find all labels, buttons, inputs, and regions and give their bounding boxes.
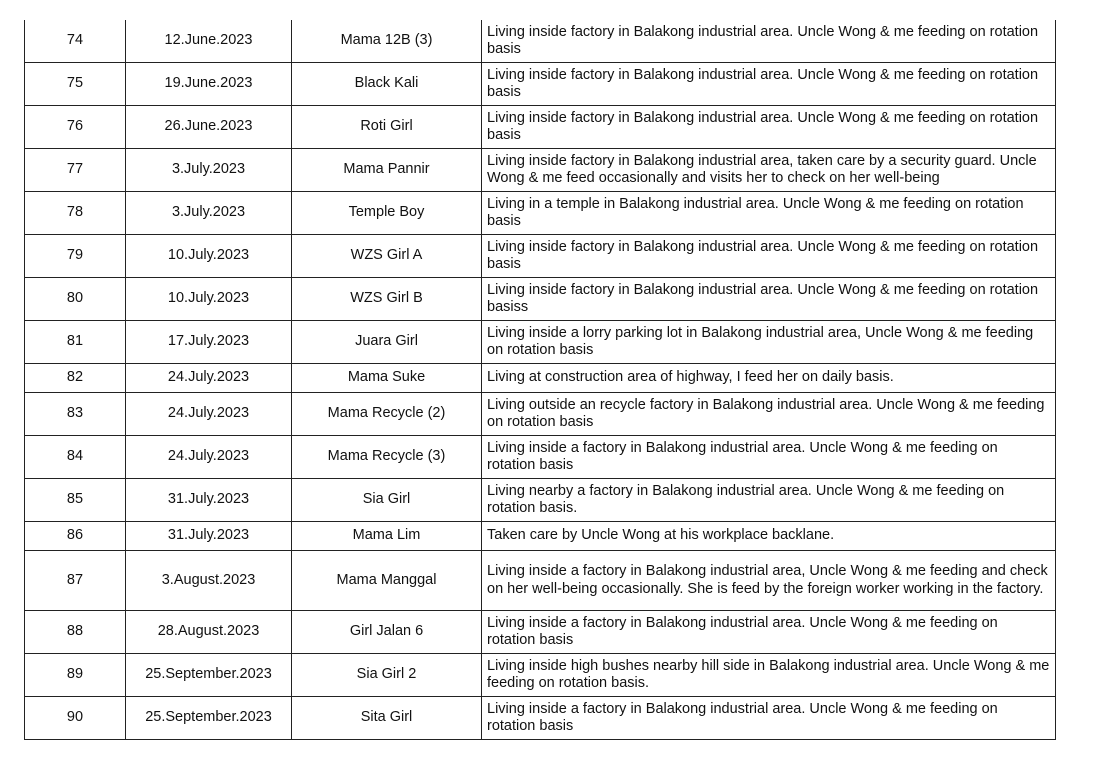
row-date: 3.July.2023 — [126, 149, 292, 192]
row-date: 24.July.2023 — [126, 436, 292, 479]
row-name: Sita Girl — [292, 697, 482, 740]
table-row — [25, 106, 1056, 149]
row-date: 19.June.2023 — [126, 63, 292, 106]
row-date: 31.July.2023 — [126, 479, 292, 522]
row-name: WZS Girl A — [292, 235, 482, 278]
row-number: 82 — [25, 364, 126, 393]
row-number: 76 — [25, 106, 126, 149]
table-row — [25, 20, 1056, 63]
table-row — [25, 697, 1056, 740]
row-number: 79 — [25, 235, 126, 278]
table-row — [25, 149, 1056, 192]
row-description: Living inside a lorry parking lot in Balakong industrial area, Uncle Wong & me feeding on rotation basis — [482, 321, 1056, 364]
row-description: Living outside an recycle factory in Balakong industrial area. Uncle Wong & me feeding on rotation basis — [482, 393, 1056, 436]
row-number: 75 — [25, 63, 126, 106]
row-description: Living inside factory in Balakong industrial area. Uncle Wong & me feeding on rotation basis — [482, 20, 1056, 63]
row-description: Living inside factory in Balakong industrial area. Uncle Wong & me feeding on rotation basiss — [482, 278, 1056, 321]
row-date: 31.July.2023 — [126, 522, 292, 551]
row-number: 87 — [25, 551, 126, 611]
row-name: Juara Girl — [292, 321, 482, 364]
row-number: 88 — [25, 611, 126, 654]
row-description: Living at construction area of highway, I feed her on daily basis. — [482, 364, 1056, 393]
row-description: Living inside factory in Balakong industrial area. Uncle Wong & me feeding on rotation basis — [482, 235, 1056, 278]
row-name: WZS Girl B — [292, 278, 482, 321]
table-row — [25, 364, 1056, 393]
row-number: 83 — [25, 393, 126, 436]
row-description: Living inside a factory in Balakong industrial area. Uncle Wong & me feeding on rotation basis — [482, 436, 1056, 479]
records-table — [24, 20, 1056, 740]
row-date: 12.June.2023 — [126, 20, 292, 63]
row-description: Living in a temple in Balakong industrial area. Uncle Wong & me feeding on rotation basis — [482, 192, 1056, 235]
table-row — [25, 321, 1056, 364]
row-date: 3.August.2023 — [126, 551, 292, 611]
row-name: Sia Girl 2 — [292, 654, 482, 697]
row-number: 81 — [25, 321, 126, 364]
row-number: 90 — [25, 697, 126, 740]
row-name: Mama Manggal — [292, 551, 482, 611]
row-name: Girl Jalan 6 — [292, 611, 482, 654]
table-row — [25, 278, 1056, 321]
row-date: 25.September.2023 — [126, 697, 292, 740]
row-number: 80 — [25, 278, 126, 321]
row-number: 77 — [25, 149, 126, 192]
row-date: 26.June.2023 — [126, 106, 292, 149]
row-date: 25.September.2023 — [126, 654, 292, 697]
row-number: 85 — [25, 479, 126, 522]
row-name: Temple Boy — [292, 192, 482, 235]
table-row — [25, 479, 1056, 522]
row-name: Mama Pannir — [292, 149, 482, 192]
row-number: 86 — [25, 522, 126, 551]
table-row — [25, 611, 1056, 654]
table-row — [25, 551, 1056, 611]
row-description: Living inside high bushes nearby hill side in Balakong industrial area. Uncle Wong & me feeding on rotation basis. — [482, 654, 1056, 697]
table-row — [25, 63, 1056, 106]
table-row — [25, 393, 1056, 436]
row-number: 78 — [25, 192, 126, 235]
row-name: Mama Suke — [292, 364, 482, 393]
row-description: Taken care by Uncle Wong at his workplace backlane. — [482, 522, 1056, 551]
row-number: 84 — [25, 436, 126, 479]
table-row — [25, 235, 1056, 278]
table-row — [25, 522, 1056, 551]
row-description: Living nearby a factory in Balakong industrial area. Uncle Wong & me feeding on rotation basis. — [482, 479, 1056, 522]
row-number: 89 — [25, 654, 126, 697]
row-date: 17.July.2023 — [126, 321, 292, 364]
row-name: Mama Lim — [292, 522, 482, 551]
row-date: 3.July.2023 — [126, 192, 292, 235]
row-description: Living inside factory in Balakong industrial area. Uncle Wong & me feeding on rotation basis — [482, 63, 1056, 106]
table-row — [25, 654, 1056, 697]
row-date: 10.July.2023 — [126, 235, 292, 278]
row-name: Mama Recycle (2) — [292, 393, 482, 436]
row-description: Living inside factory in Balakong industrial area. Uncle Wong & me feeding on rotation basis — [482, 106, 1056, 149]
row-number: 74 — [25, 20, 126, 63]
row-name: Roti Girl — [292, 106, 482, 149]
row-description: Living inside factory in Balakong industrial area, taken care by a security guard. Uncle Wong & me feed occasionally and visits her to check on her well-being — [482, 149, 1056, 192]
row-name: Mama Recycle (3) — [292, 436, 482, 479]
records-table-body — [25, 20, 1056, 740]
row-description: Living inside a factory in Balakong industrial area, Uncle Wong & me feeding and check on her well-being occasionally. She is feed by the foreign worker working in the factory. — [482, 551, 1056, 611]
row-name: Sia Girl — [292, 479, 482, 522]
row-date: 24.July.2023 — [126, 393, 292, 436]
row-name: Black Kali — [292, 63, 482, 106]
table-row — [25, 436, 1056, 479]
row-description: Living inside a factory in Balakong industrial area. Uncle Wong & me feeding on rotation basis — [482, 611, 1056, 654]
row-date: 10.July.2023 — [126, 278, 292, 321]
row-date: 24.July.2023 — [126, 364, 292, 393]
row-description: Living inside a factory in Balakong industrial area. Uncle Wong & me feeding on rotation basis — [482, 697, 1056, 740]
row-date: 28.August.2023 — [126, 611, 292, 654]
table-row — [25, 192, 1056, 235]
row-name: Mama 12B (3) — [292, 20, 482, 63]
